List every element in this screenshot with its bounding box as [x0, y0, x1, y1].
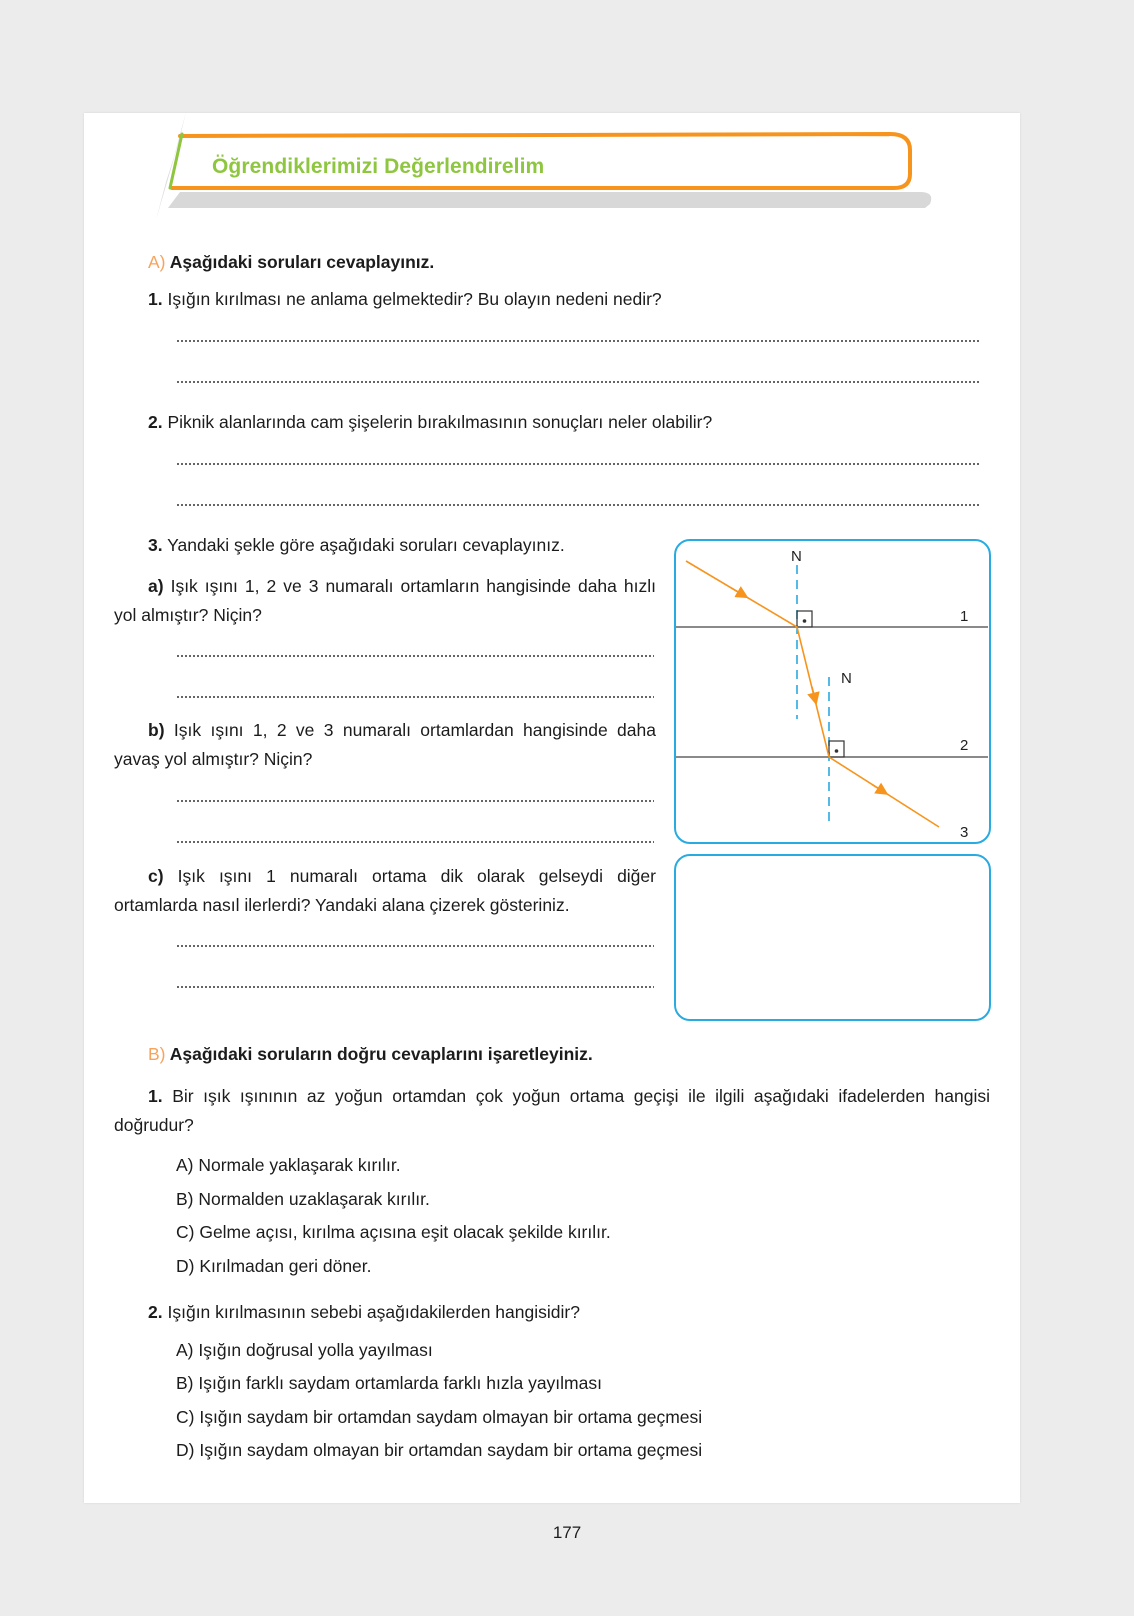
question-number: 2. [148, 1302, 163, 1322]
medium-label-2: 2 [960, 737, 969, 754]
option-b2-b[interactable]: B) Işığın farklı saydam ortamlarda farklı hızla yayılması [176, 1373, 602, 1393]
question-number: 1. [148, 289, 163, 309]
right-angle-dot [835, 749, 839, 753]
sub-question-label: c) [148, 866, 164, 886]
question-text: Işığın kırılmasının sebebi aşağıdakilerden hangisidir? [167, 1302, 580, 1322]
question-b2 [148, 1298, 580, 1327]
option-b1-a[interactable]: A) Normale yaklaşarak kırılır. [176, 1155, 401, 1175]
question-a3-c [114, 862, 656, 920]
section-a-letter: A) [148, 252, 166, 272]
section-a-title: Aşağıdaki soruları cevaplayınız. [169, 252, 435, 272]
question-b1 [114, 1082, 990, 1140]
answer-line[interactable] [176, 800, 654, 802]
question-text: Piknik alanlarında cam şişelerin bırakılmasının sonuçları neler olabilir? [167, 412, 713, 432]
option-b2-d[interactable]: D) Işığın saydam olmayan bir ortamdan saydam bir ortama geçmesi [176, 1440, 703, 1460]
option-b2-a[interactable]: A) Işığın doğrusal yolla yayılması [176, 1340, 433, 1360]
page-number: 177 [552, 1523, 582, 1542]
option-b1-d[interactable]: D) Kırılmadan geri döner. [176, 1256, 372, 1276]
question-a3 [148, 531, 565, 560]
sub-question-label: b) [148, 720, 165, 740]
sub-question-text: Işık ışını 1 numaralı ortama dik olarak gelseydi diğer ortamlarda nasıl ilerlerdi? Yandaki alana çizerek gösteriniz. [114, 866, 656, 915]
light-ray [686, 561, 939, 827]
question-number: 3. [148, 535, 163, 555]
page-title: Öğrendiklerimizi Değerlendirelim [212, 155, 545, 178]
ray-arrow-icon [731, 588, 743, 595]
refraction-figure-box [674, 539, 991, 844]
medium-label-1: 1 [960, 608, 969, 625]
answer-line[interactable] [176, 463, 980, 465]
answer-line[interactable] [176, 986, 654, 988]
section-b-letter: B) [148, 1044, 166, 1064]
answer-line[interactable] [176, 696, 654, 698]
question-a3-a [114, 572, 656, 630]
medium-label-3: 3 [960, 824, 969, 841]
answer-line[interactable] [176, 504, 980, 506]
right-angle-marker [797, 611, 812, 627]
section-b-title: Aşağıdaki soruların doğru cevaplarını işaretleyiniz. [169, 1044, 593, 1064]
option-b2-c[interactable]: C) Işığın saydam bir ortamdan saydam olmayan bir ortama geçmesi [176, 1407, 703, 1427]
right-angle-marker [829, 741, 844, 757]
question-number: 2. [148, 412, 163, 432]
answer-line[interactable] [176, 655, 654, 657]
question-text: Işığın kırılması ne anlama gelmektedir? Bu olayın nedeni nedir? [167, 289, 662, 309]
question-number: 1. [148, 1086, 163, 1106]
sub-question-text: Işık ışını 1, 2 ve 3 numaralı ortamlardan hangisinde daha yavaş yol almıştır? Niçin? [114, 720, 656, 769]
normal-label-1: N [791, 548, 802, 565]
answer-line[interactable] [176, 340, 980, 342]
sub-question-text: Işık ışını 1, 2 ve 3 numaralı ortamların hangisinde daha hızlı yol almıştır? Niçin? [114, 576, 656, 625]
ray-arrow-icon [872, 784, 883, 791]
sub-question-label: a) [148, 576, 164, 596]
drawing-area-box[interactable] [674, 854, 991, 1021]
section-b-heading [148, 1044, 593, 1065]
normal-label-2: N [841, 670, 852, 687]
option-b1-b[interactable]: B) Normalden uzaklaşarak kırılır. [176, 1189, 430, 1209]
question-a3-b [114, 716, 656, 774]
refraction-diagram [676, 541, 988, 841]
answer-line[interactable] [176, 381, 980, 383]
question-a1 [148, 285, 662, 314]
right-angle-dot [803, 619, 807, 623]
question-text: Bir ışık ışınının az yoğun ortamdan çok yoğun ortama geçişi ile ilgili aşağıdaki ifadelerden hangisi doğrudur? [114, 1086, 990, 1135]
question-text: Yandaki şekle göre aşağıdaki soruları cevaplayınız. [167, 535, 565, 555]
question-a2 [148, 408, 712, 437]
answer-line[interactable] [176, 945, 654, 947]
answer-line[interactable] [176, 841, 654, 843]
section-a-heading [148, 252, 434, 273]
option-b1-c[interactable]: C) Gelme açısı, kırılma açısına eşit olacak şekilde kırılır. [176, 1222, 611, 1242]
